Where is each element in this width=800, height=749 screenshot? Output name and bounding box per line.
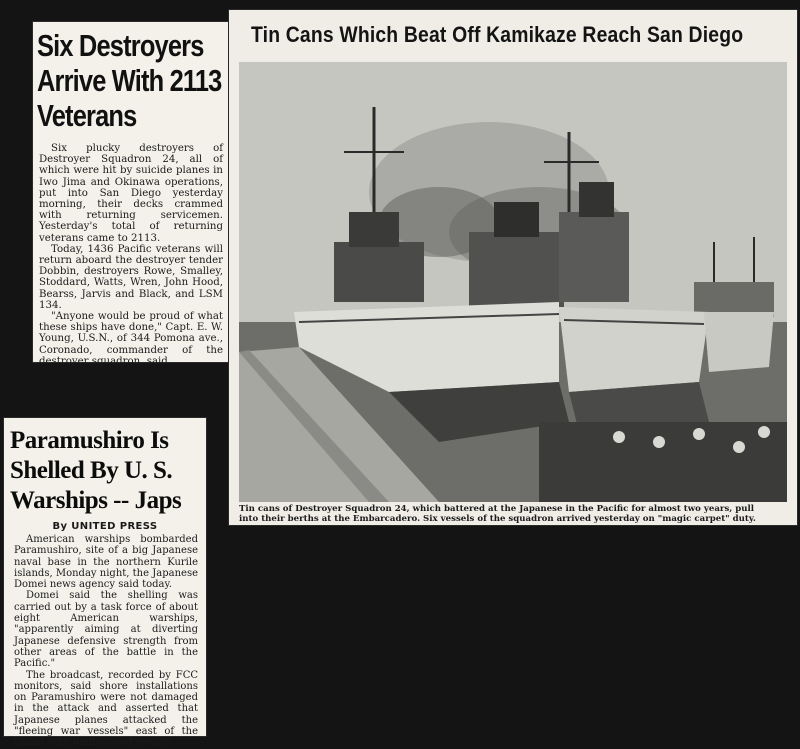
- paragraph: Today, 1436 Pacific veterans will return aboard the destroyer tender Dobbin, destroyers Rowe, Smalley, Stoddard, Watts, Wren, John Hood, Bearss, Jarvis and Black, and LSM 134.: [39, 243, 223, 311]
- warships-illustration: [239, 62, 787, 502]
- headline-destroyers: Six Destroyers Arrive With 2113 Veterans: [37, 28, 222, 133]
- paragraph: Domei said the shelling was carried out by a task force of about eight American warships, "apparently aiming at diverting Japanese defensive strength from other areas of the battle in the Pacific.": [14, 590, 198, 670]
- clipping-photo-article: [229, 10, 797, 525]
- photo-caption: [239, 504, 795, 524]
- article-body-destroyers: [39, 143, 223, 367]
- paragraph: American warships bombarded Paramushiro, site of a big Japanese naval base in the northern Kurile islands, Monday night, the Japanese Domei news agency said today.: [14, 534, 198, 591]
- article-body-paramushiro: [14, 534, 198, 749]
- clipping-paramushiro-article: [4, 418, 206, 749]
- paragraph: "Anyone would be proud of what these ships have done," Capt. E. W. Young, U.S.N., of 344 Pomona ave., Coronado, commander of the destroyer squadron, said.: [39, 311, 223, 367]
- clipping-destroyers-article: [33, 22, 229, 367]
- headline-paramushiro: Paramushiro Is Shelled By U. S. Warships -- Japs: [10, 427, 182, 514]
- caption-line: Tin cans of Destroyer Squadron 24, which battered at the Japanese in the Pacific for almost two years, pull: [239, 504, 755, 514]
- destroyers-photo: [239, 62, 787, 502]
- paragraph: Six plucky destroyers of Destroyer Squadron 24, all of which were hit by suicide planes in Iwo Jima and Okinawa operations, put into San Diego yesterday morning, their decks crammed with returning servicemen. Yesterday's total of returning veterans came to 2113.: [39, 143, 223, 244]
- byline: By UNITED PRESS: [52, 521, 158, 532]
- caption-line: into their berths at the Embarcadero. Six vessels of the squadron arrived yesterday on "magic carpet" duty.: [239, 514, 756, 525]
- paragraph: The broadcast, recorded by FCC monitors, said shore installations on Paramushiro were not damaged in the attack and asserted that Japanese planes attacked the "fleeing war vessels" east of the island with undisclosed results.: [14, 669, 198, 749]
- photo-headline: Tin Cans Which Beat Off Kamikaze Reach San Diego: [251, 22, 744, 47]
